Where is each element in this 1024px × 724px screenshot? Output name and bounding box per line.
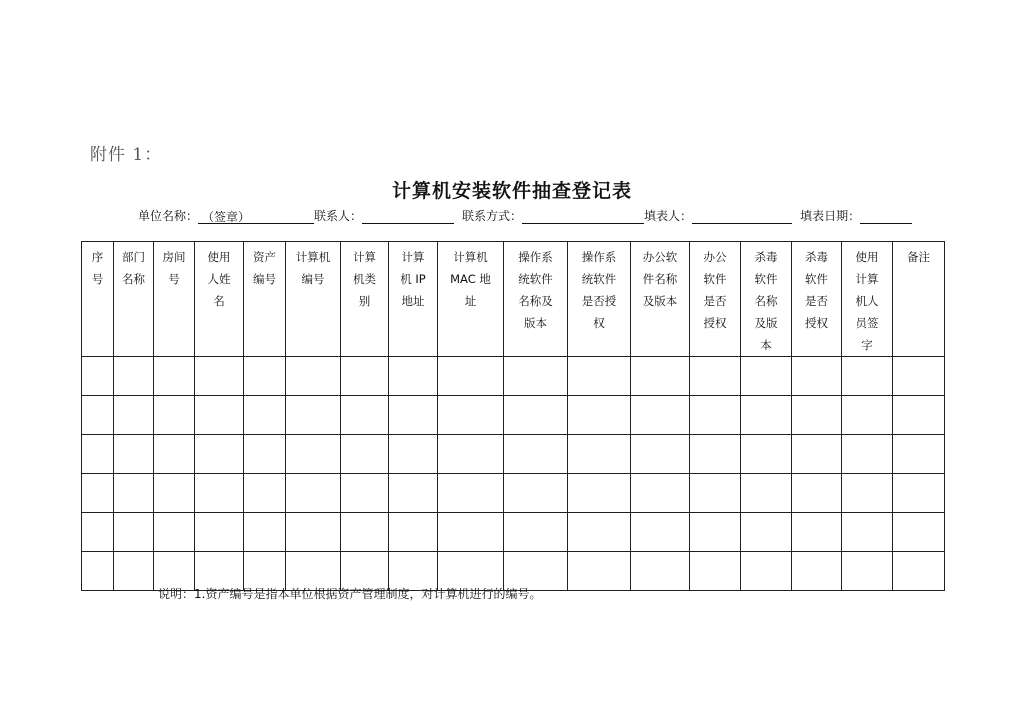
header-cell: 计算机 MAC 地址: [450, 250, 491, 308]
header-cell: 房间号: [162, 250, 186, 286]
table-cell[interactable]: [286, 396, 341, 435]
table-cell[interactable]: [195, 396, 244, 435]
table-cell[interactable]: [741, 474, 792, 513]
table-cell[interactable]: [690, 552, 741, 591]
header-cell: 计算机编号: [295, 250, 331, 286]
table-row: [82, 474, 945, 513]
table-cell[interactable]: [244, 435, 286, 474]
table-cell[interactable]: [438, 435, 504, 474]
table-cell[interactable]: [195, 474, 244, 513]
table-cell[interactable]: [195, 435, 244, 474]
table-cell[interactable]: [893, 357, 945, 396]
table-cell[interactable]: [631, 357, 690, 396]
table-cell[interactable]: [286, 513, 341, 552]
table-cell[interactable]: [893, 513, 945, 552]
header-cell: 计算机类别: [353, 250, 376, 308]
table-cell[interactable]: [389, 435, 438, 474]
table-cell[interactable]: [504, 357, 568, 396]
contact-label: 联系人：: [314, 209, 363, 223]
table-cell[interactable]: [568, 474, 631, 513]
table-cell[interactable]: [893, 435, 945, 474]
table-cell[interactable]: [114, 513, 154, 552]
header-cell: 操作系统软件是否授权: [581, 250, 617, 330]
table-cell[interactable]: [568, 357, 631, 396]
table-cell[interactable]: [842, 435, 893, 474]
table-cell[interactable]: [792, 513, 842, 552]
table-cell[interactable]: [842, 396, 893, 435]
filler-label: 填表人：: [644, 209, 693, 223]
table-cell[interactable]: [568, 396, 631, 435]
table-cell[interactable]: [631, 435, 690, 474]
form-info-line: [138, 207, 912, 224]
table-cell[interactable]: [438, 474, 504, 513]
table-cell[interactable]: [195, 513, 244, 552]
table-row: [82, 357, 945, 396]
unit-name-label: 单位名称：: [138, 209, 199, 223]
header-cell: 序号: [91, 250, 104, 286]
header-cell: 资产编号: [253, 250, 276, 286]
table-cell[interactable]: [244, 396, 286, 435]
header-cell: 使用人姓名: [207, 250, 231, 308]
header-cell: 部门名称: [122, 250, 145, 286]
header-cell: 备注: [907, 250, 930, 264]
table-cell[interactable]: [114, 474, 154, 513]
table-cell[interactable]: [389, 357, 438, 396]
page-title: 计算机安装软件抽查登记表: [391, 180, 632, 202]
table-cell[interactable]: [792, 396, 842, 435]
table-cell[interactable]: [792, 474, 842, 513]
contact-method-field[interactable]: [522, 210, 644, 224]
table-cell[interactable]: [286, 474, 341, 513]
unit-name-field[interactable]: （签章）: [198, 210, 314, 224]
table-cell[interactable]: [504, 435, 568, 474]
table-cell[interactable]: [114, 357, 154, 396]
table-cell[interactable]: [154, 357, 195, 396]
header-cell: 办公软件名称及版本: [642, 250, 678, 308]
fill-date-field[interactable]: [860, 210, 912, 224]
table-cell[interactable]: [504, 474, 568, 513]
table-cell[interactable]: [631, 513, 690, 552]
header-cell: 计算机 IP 地址: [400, 250, 426, 308]
table-cell[interactable]: [195, 357, 244, 396]
table-cell[interactable]: [504, 396, 568, 435]
table-cell[interactable]: [631, 552, 690, 591]
table-cell[interactable]: [842, 552, 893, 591]
table-cell[interactable]: [741, 357, 792, 396]
table-cell[interactable]: [114, 435, 154, 474]
table-row: [82, 513, 945, 552]
table-cell[interactable]: [154, 513, 195, 552]
table-header-row: [82, 242, 945, 357]
table-cell[interactable]: [690, 396, 741, 435]
table-cell[interactable]: [244, 357, 286, 396]
table-cell[interactable]: [244, 513, 286, 552]
table-cell[interactable]: [244, 474, 286, 513]
table-cell[interactable]: [82, 357, 114, 396]
table-cell[interactable]: [792, 357, 842, 396]
table-cell[interactable]: [690, 474, 741, 513]
table-row: [82, 396, 945, 435]
table-cell[interactable]: [893, 552, 945, 591]
table-cell[interactable]: [82, 513, 114, 552]
table-cell[interactable]: [389, 396, 438, 435]
table-cell[interactable]: [690, 435, 741, 474]
table-cell[interactable]: [286, 435, 341, 474]
table-note: 说明：1.资产编号是指本单位根据资产管理制度，对计算机进行的编号。: [158, 587, 542, 601]
table-cell[interactable]: [154, 474, 195, 513]
table-cell[interactable]: [842, 474, 893, 513]
header-cell: 杀毒软件是否授权: [805, 250, 828, 330]
table-cell[interactable]: [690, 357, 741, 396]
registration-table: [81, 241, 945, 591]
table-cell[interactable]: [114, 552, 154, 591]
table-cell[interactable]: [792, 435, 842, 474]
table-cell[interactable]: [568, 552, 631, 591]
table-cell[interactable]: [389, 474, 438, 513]
table-cell[interactable]: [842, 513, 893, 552]
table-cell[interactable]: [341, 435, 389, 474]
table-cell[interactable]: [631, 396, 690, 435]
table-cell[interactable]: [438, 396, 504, 435]
table-cell[interactable]: [568, 513, 631, 552]
table-cell[interactable]: [82, 435, 114, 474]
attachment-label: 附件 1：: [90, 145, 163, 165]
table-cell[interactable]: [82, 552, 114, 591]
table-cell[interactable]: [341, 396, 389, 435]
table-cell[interactable]: [842, 357, 893, 396]
filler-field[interactable]: [692, 210, 792, 224]
table-cell[interactable]: [893, 474, 945, 513]
table-cell[interactable]: [82, 396, 114, 435]
table-cell[interactable]: [286, 357, 341, 396]
table-cell[interactable]: [741, 435, 792, 474]
table-cell[interactable]: [741, 552, 792, 591]
table-cell[interactable]: [504, 513, 568, 552]
header-cell: 杀毒软件名称及版本: [754, 250, 778, 352]
table-cell[interactable]: [690, 513, 741, 552]
table-cell[interactable]: [568, 435, 631, 474]
contact-field[interactable]: [362, 210, 454, 224]
header-cell: 使用计算机人员签字: [855, 250, 879, 352]
table-cell[interactable]: [114, 396, 154, 435]
fill-date-label: 填表日期：: [800, 209, 861, 223]
header-cell: 办公软件是否授权: [703, 250, 727, 330]
table-cell[interactable]: [741, 513, 792, 552]
table-cell[interactable]: [893, 396, 945, 435]
table-cell[interactable]: [438, 357, 504, 396]
table-cell[interactable]: [82, 474, 114, 513]
table-cell[interactable]: [438, 513, 504, 552]
table-cell[interactable]: [341, 513, 389, 552]
table-cell[interactable]: [389, 513, 438, 552]
table-cell[interactable]: [341, 357, 389, 396]
header-cell: 操作系统软件名称及版本: [518, 250, 553, 330]
contact-method-label: 联系方式：: [462, 209, 523, 223]
table-row: [82, 435, 945, 474]
table-cell[interactable]: [741, 396, 792, 435]
table-cell[interactable]: [154, 435, 195, 474]
table-cell[interactable]: [631, 474, 690, 513]
table-cell[interactable]: [341, 474, 389, 513]
table-cell[interactable]: [792, 552, 842, 591]
table-cell[interactable]: [154, 396, 195, 435]
